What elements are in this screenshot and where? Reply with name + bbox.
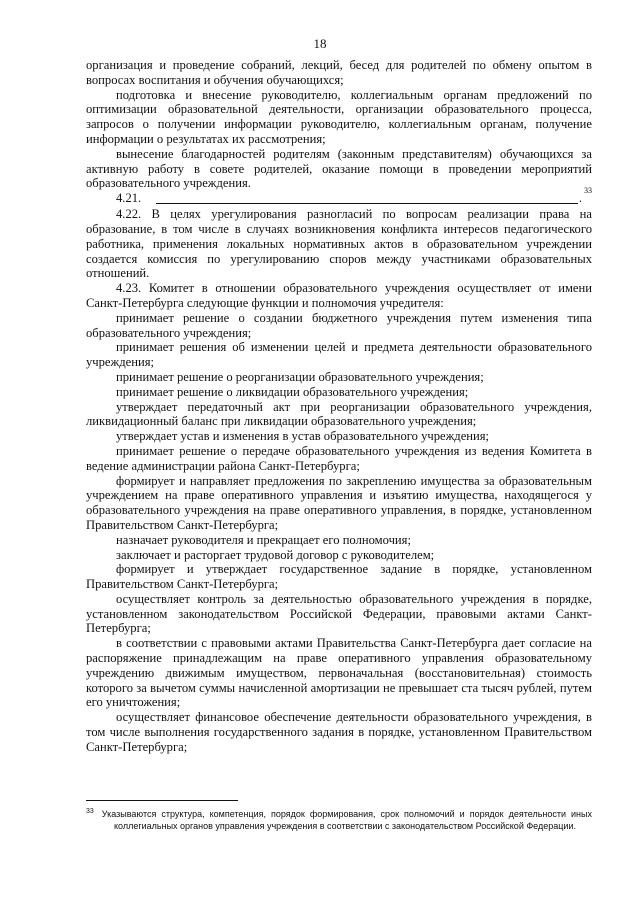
list-item: принимает решение о создании бюджетного учреждения путем изменения типа образовательного учреждения; [86, 310, 592, 340]
list-item: формирует и направляет предложения по закреплению имущества за образовательным учреждением на праве оперативного управления и изъятию имущества, находящегося у образовательного учреждения на праве оперативного управления, в порядке, установленном Правительством Санкт-Петербурга; [86, 473, 592, 532]
item-4-21 [86, 186, 592, 207]
item-4-21-label: 4.21. [116, 191, 142, 206]
list-item: утверждает устав и изменения в устав образовательного учреждения; [116, 429, 490, 444]
list-item: утверждает передаточный акт при реорганизации образовательного учреждения, ликвидационный баланс при ликвидации образовательного учреждения; [86, 399, 592, 429]
paragraph: вынесение благодарностей родителям (законным представителям) обучающихся за активную работу в совете родителей, оказание помощи в проведении мероприятий образовательного учреждения. [86, 146, 592, 191]
blank-line [156, 203, 578, 204]
page-number: 18 [313, 36, 327, 51]
list-item: принимает решения об изменении целей и предмета деятельности образовательного учреждения; [86, 340, 592, 370]
footnote-ref: 33 [584, 186, 592, 196]
list-item: назначает руководителя и прекращает его полномочия; [116, 532, 411, 547]
footnote-mark: 33 [86, 808, 94, 815]
paragraph-4-23: 4.23. Комитет в отношении образовательного учреждения осуществляет от имени Санкт-Петербурга следующие функции и полномочия учредителя: [86, 281, 592, 310]
list-item: осуществляет финансовое обеспечение деятельности образовательного учреждения, в том числе выполнения государственного задания в порядке, установленном Правительством Санкт-Петербурга; [86, 710, 592, 754]
footnote [86, 808, 592, 832]
footnote-text: Указываются структура, компетенция, порядок формирования, срок полномочий и порядок деятельности иных коллегиальных органов управления учреждения в соответствии с законодательством Российской Федерации. [101, 809, 592, 831]
list-item: принимает решение о ликвидации образовательного учреждения; [116, 384, 469, 399]
paragraph-4-22: 4.22. В целях урегулирования разногласий по вопросам реализации права на образование, в том числе в случаях возникновения конфликта интересов педагогического работника, применения локальных нормативных актов в образовательном учреждении создается комиссия по урегулированию споров между участниками образовательных отношений. [86, 207, 592, 281]
list-item: осуществляет контроль за деятельностью образовательного учреждения в порядке, установленном законодательством Российской Федерации, правовыми актами Санкт-Петербурга; [86, 591, 592, 636]
document-body [86, 58, 592, 755]
list-item: принимает решение о реорганизации образовательного учреждения; [116, 369, 484, 384]
list-item: принимает решение о передаче образовательного учреждения из ведения Комитета в ведение администрации района Санкт-Петербурга; [86, 443, 592, 473]
item-4-21-end: . [578, 191, 582, 206]
list-item: формирует и утверждает государственное задание в порядке, установленном Правительством Санкт-Петербурга; [86, 562, 592, 592]
list-item: заключает и расторгает трудовой договор с руководителем; [116, 547, 435, 562]
paragraph: организация и проведение собраний, лекций, бесед для родителей по обмену опытом в вопросах воспитания и обучения обучающихся; [86, 58, 592, 87]
footnote-separator [86, 800, 238, 801]
paragraph: подготовка и внесение руководителю, коллегиальным органам предложений по оптимизации образовательной деятельности, организации образовательного процесса, запросов о получении информации руководителю, коллегиальным органам, получение информации о результатах их рассмотрения; [86, 87, 592, 146]
list-item: в соответствии с правовыми актами Правительства Санкт-Петербурга дает согласие на распоряжение принадлежащим на праве оперативного управления образовательному учреждению движимым имуществом, первоначальная (восстановительная) стоимость которого за вычетом суммы начисленной амортизации не превышает ста тысяч рублей, путем его уничтожения; [86, 636, 592, 710]
